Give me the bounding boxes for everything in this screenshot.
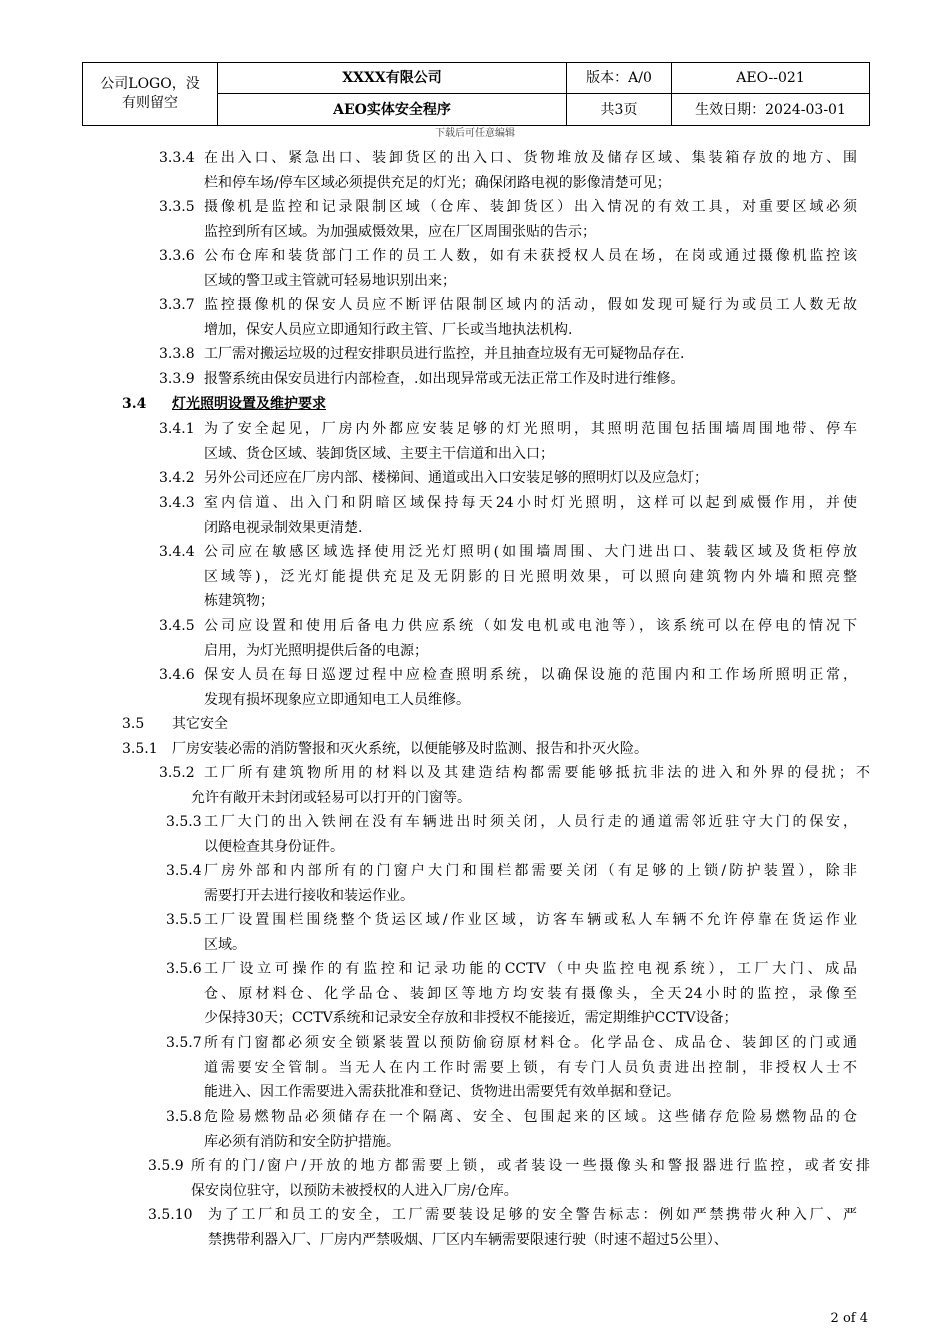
paragraph-line: 其它安全 [172,716,228,732]
paragraph-line: 栋建筑物； [204,593,274,609]
section-number: 3.5 [122,716,145,732]
paragraph-line: 工厂需对搬运垃圾的过程安排职员进行监控，并且抽查垃圾有无可疑物品存在. [204,346,685,362]
paragraph-line: 公司应在敏感区域选择使用泛光灯照明(如围墙周围、大门进出口、装载区域及货柜停放 [204,544,857,560]
section-number: 3.5.7 [166,1035,202,1051]
paragraph-line: 厂房安装必需的消防警报和灭火系统，以便能够及时监测、报告和扑灭火险。 [172,741,648,757]
paragraph-line: 厂房外部和内部所有的门窗户大门和围栏都需要关闭（有足够的上锁/防护装置），除非 [204,863,857,879]
section-number: 3.4.5 [159,618,195,634]
section-number: 3.4.2 [159,470,195,486]
paragraph-line: 监控摄像机的保安人员应不断评估限制区域内的活动，假如发现可疑行为或员工人数无故 [204,297,857,313]
paragraph-line: 区域。 [204,936,246,953]
paragraph-line: 为了工厂和员工的安全，工厂需要装设足够的安全警告标志：例如严禁携带火种入厂、严 [208,1207,857,1223]
paragraph-line: 保安人员在每日巡逻过程中应检查照明系统，以确保设施的范围内和工作场所照明正常， [204,667,857,683]
paragraph-line: 少保持30天；CCTV系统和记录安全存放和非授权不能接近，需定期维护CCTV设备； [204,1010,738,1026]
company-logo-placeholder: 公司LOGO，没有则留空 [83,63,218,126]
section-number: 3.3.9 [159,371,195,387]
paragraph-line: 监控到所有区域。为加强威慑效果，应在厂区周围张贴的告示； [204,223,596,240]
section-number: 3.3.7 [159,297,195,313]
paragraph-line: 危险易燃物品必须储存在一个隔离、安全、包围起来的区域。这些储存危险易燃物品的仓 [204,1109,857,1125]
paragraph-line: 库必须有消防和安全防护措施。 [204,1133,400,1150]
paragraph-line: 保安岗位驻守，以预防未被授权的人进入厂房/仓库。 [191,1182,518,1199]
section-number: 3.4.3 [159,495,195,511]
section-number: 3.5.3 [166,814,202,830]
paragraph-line: 栏和停车场/停车区域必须提供充足的灯光；确保闭路电视的影像清楚可见； [204,174,671,191]
paragraph-line: 区域等)，泛光灯能提供充足及无阴影的日光照明效果，可以照向建筑物内外墙和照亮整 [204,568,857,585]
section-number: 3.5.1 [122,741,158,757]
paragraph-line: 需要打开去进行接收和装运作业。 [204,887,414,904]
section-number: 3.4 [122,396,147,412]
section-number: 3.4.1 [159,421,195,437]
section-number: 3.3.6 [159,248,195,264]
paragraph-line: 闭路电视录制效果更清楚. [204,519,363,536]
paragraph-line: 工厂所有建筑物所用的材料以及其建造结构都需要能够抵抗非法的进入和外界的侵扰；不 [204,765,870,781]
paragraph-line: 所有的门/窗户/开放的地方都需要上锁，或者装设一些摄像头和警报器进行监控，或者安排 [191,1158,870,1174]
paragraph-line: 报警系统由保安员进行内部检查，.如出现异常或无法正常工作及时进行维修。 [204,371,685,387]
paragraph-line: 公布仓库和装货部门工作的员工人数，如有未获授权人员在场，在岗或通过摄像机监控该 [204,248,857,264]
section-number: 3.5.9 [148,1158,184,1174]
paragraph-line: 工厂大门的出入铁闸在没有车辆进出时须关闭，人员行走的通道需邻近驻守大门的保安， [204,814,857,830]
paragraph-line: 公司应设置和使用后备电力供应系统（如发电机或电池等），该系统可以在停电的情况下 [204,618,857,634]
paragraph-line: 区域的警卫或主管就可轻易地识别出来； [204,272,456,289]
paragraph-line: 另外公司还应在厂房内部、楼梯间、通道或出入口安装足够的照明灯以及应急灯； [204,470,708,486]
section-number: 3.5.4 [166,863,202,879]
section-number: 3.5.6 [166,961,202,977]
paragraph-line: 工厂设立可操作的有监控和记录功能的CCTV（中央监控电视系统），工厂大门、成品 [204,961,857,977]
paragraph-line: 道需要安全管制。当无人在内工作时需要上锁，有专门人员负责进出控制，非授权人士不 [204,1059,857,1076]
section-number: 3.4.6 [159,667,195,683]
section-number: 3.4.4 [159,544,195,560]
paragraph-line: 增加，保安人员应立即通知行政主管、厂长或当地执法机构. [204,321,573,338]
version-label: 版本：A/0 [567,63,672,94]
paragraph-line: 室内信道、出入门和阴暗区域保持每天24小时灯光照明，这样可以起到威慑作用，并使 [204,495,857,511]
paragraph-line: 为了安全起见，厂房内外都应安装足够的灯光照明，其照明范围包括围墙周围地带、停车 [204,421,857,437]
section-number: 3.5.5 [166,912,202,928]
section-number: 3.5.2 [159,765,195,781]
paragraph-line: 允许有敞开未封闭或轻易可以打开的门窗等。 [191,789,471,806]
page-number: 2 of 4 [830,1311,868,1326]
paragraph-line: 区域、货仓区域、装卸货区域、主要主干信道和出入口； [204,445,554,462]
paragraph-line: 所有门窗都必须安全锁紧装置以预防偷窃原材料仓。化学品仓、成品仓、装卸区的门或通 [204,1035,857,1051]
company-name: XXXX有限公司 [218,63,567,94]
section-number: 3.3.5 [159,199,195,215]
paragraph-line: 发现有损坏现象应立即通知电工人员维修。 [204,691,470,708]
document-title: AEO实体安全程序 [218,94,567,126]
paragraph-line: 禁携带利器入厂、厂房内严禁吸烟、厂区内车辆需要限速行驶（时速不超过5公里）、 [208,1231,728,1248]
section-number: 3.5.8 [166,1109,202,1125]
paragraph-line: 灯光照明设置及维护要求 [172,396,326,412]
paragraph-line: 仓、原材料仓、化学品仓、装卸区等地方均安装有摄像头，全天24小时的监控，录像至 [204,985,857,1002]
effective-date: 生效日期：2024-03-01 [672,94,870,126]
paragraph-line: 在出入口、紧急出口、装卸货区的出入口、货物堆放及储存区域、集装箱存放的地方、围 [204,150,857,166]
section-number: 3.3.8 [159,346,195,362]
section-number: 3.3.4 [159,150,195,166]
download-note: 下载后可任意编辑 [435,128,515,139]
paragraph-line: 启用，为灯光照明提供后备的电源； [204,642,428,659]
paragraph-line: 以便检查其身份证件。 [204,838,344,855]
paragraph-line: 摄像机是监控和记录限制区域（仓库、装卸货区）出入情况的有效工具，对重要区域必须 [204,199,857,215]
paragraph-line: 能进入、因工作需要进入需获批准和登记、货物进出需要凭有效单据和登记。 [204,1084,680,1100]
document-header-table [82,62,870,126]
document-number: AEO--021 [672,63,870,94]
paragraph-line: 工厂设置围栏围绕整个货运区域/作业区域，访客车辆或私人车辆不允许停靠在货运作业 [204,912,857,928]
page-count: 共3页 [567,94,672,126]
section-number: 3.5.10 [148,1207,193,1223]
